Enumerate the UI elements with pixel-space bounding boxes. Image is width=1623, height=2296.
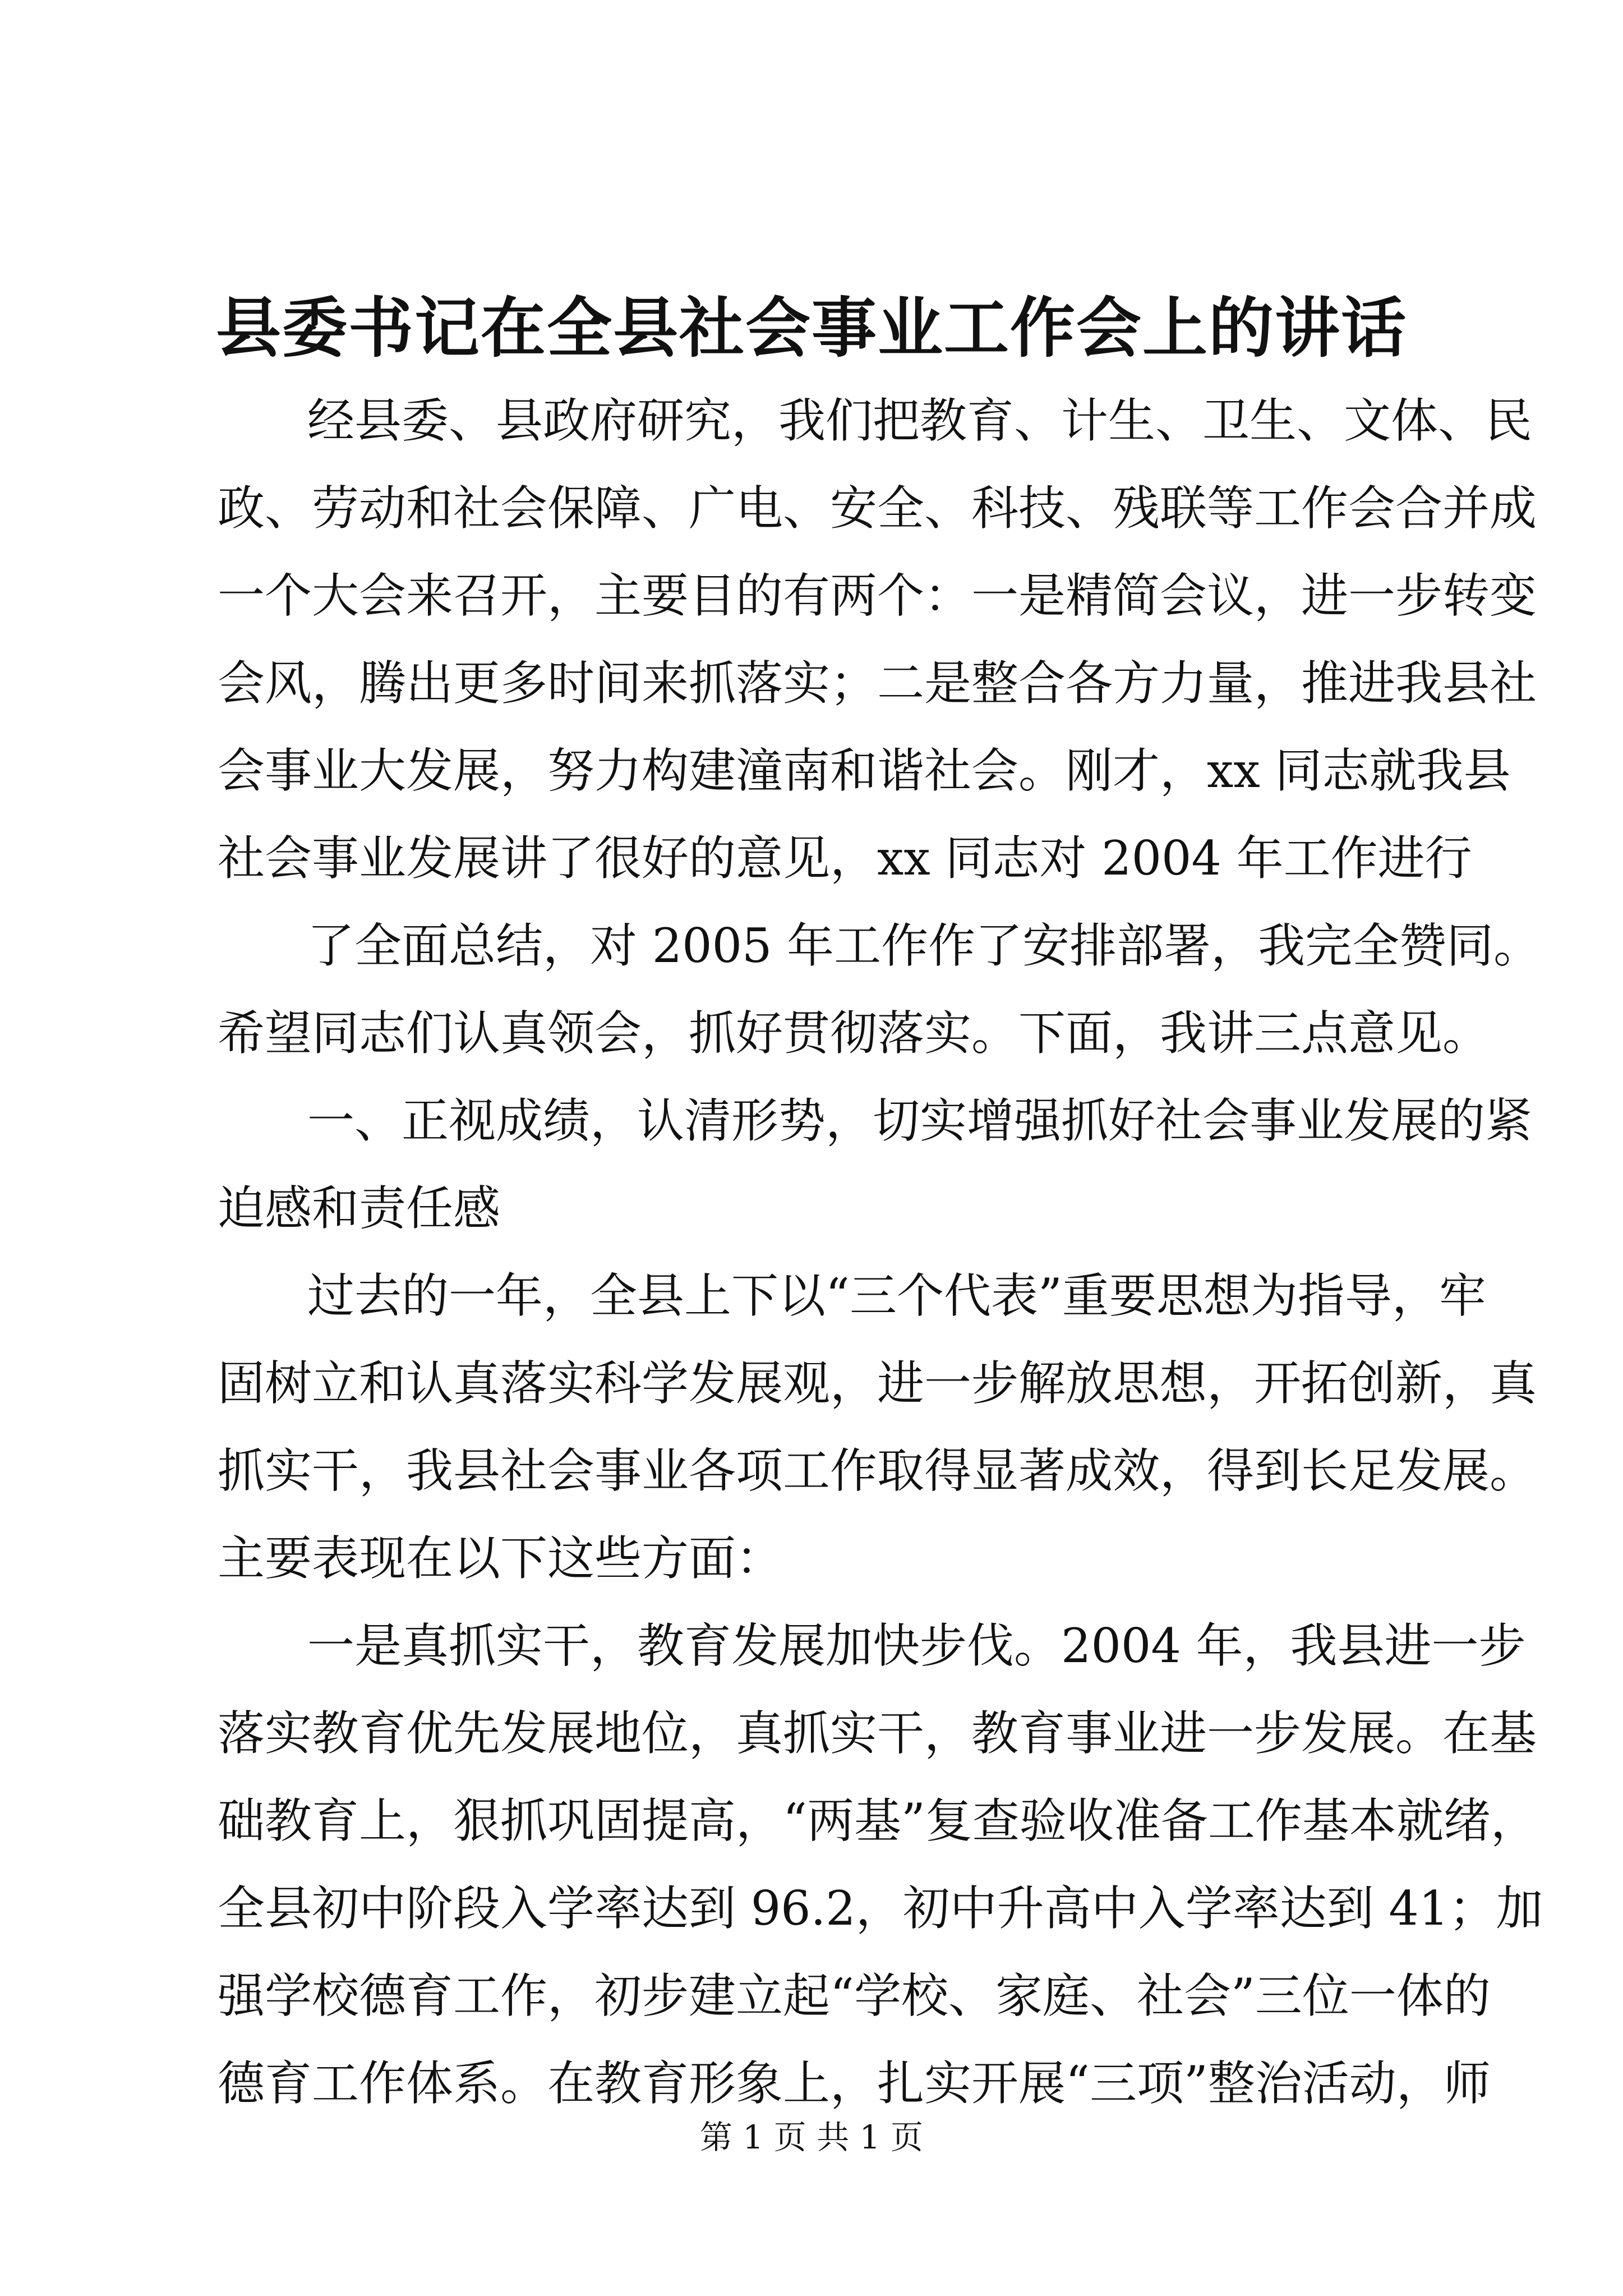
body-line-20: 德育工作体系。在教育形象上，扎实开展“三项”整治活动，师 [218,2056,1491,2111]
body-line-2: 政、劳动和社会保障、广电、安全、科技、残联等工作会合并成 [218,481,1537,536]
body-line-15: 一是真抓实干，教育发展加快步伐。2004 年，我县进一步 [307,1618,1526,1673]
body-line-17: 础教育上，狠抓巩固提高，“两基”复查验收准备工作基本就绪， [218,1793,1538,1848]
body-line-19: 强学校德育工作，初步建立起“学校、家庭、社会”三位一体的 [218,1968,1491,2023]
body-line-3: 一个大会来召开，主要目的有两个：一是精简会议，进一步转变 [218,568,1537,623]
body-line-14: 主要表现在以下这些方面： [218,1531,783,1586]
section-heading-1-line-2: 迫感和责任感 [218,1181,501,1236]
body-line-12: 固树立和认真落实科学发展观，进一步解放思想，开拓创新，真 [218,1356,1537,1411]
body-line-1: 经县委、县政府研究，我们把教育、计生、卫生、文体、民 [307,393,1533,448]
body-line-18: 全县初中阶段入学率达到 96.2，初中升高中入学率达到 41；加 [218,1881,1543,1936]
body-line-8: 希望同志们认真领会，抓好贯彻落实。下面，我讲三点意见。 [218,1006,1490,1061]
body-line-6: 社会事业发展讲了很好的意见，xx 同志对 2004 年工作进行 [218,831,1472,886]
body-line-5: 会事业大发展，努力构建潼南和谐社会。刚才，xx 同志就我县 [218,743,1511,798]
body-line-11: 过去的一年，全县上下以“三个代表”重要思想为指导，牢 [307,1268,1486,1323]
body-line-7: 了全面总结，对 2005 年工作作了安排部署，我完全赞同。 [307,918,1541,973]
page-footer: 第 1 页 共 1 页 [700,2118,923,2156]
body-line-16: 落实教育优先发展地位，真抓实干，教育事业进一步发展。在基 [218,1706,1537,1761]
body-line-13: 抓实干，我县社会事业各项工作取得显著成效，得到长足发展。 [218,1443,1537,1498]
body-line-4: 会风，腾出更多时间来抓落实；二是整合各方力量，推进我县社 [218,656,1537,711]
document-title: 县委书记在全县社会事业工作会上的讲话 [216,290,1407,366]
section-heading-1-line-1: 一、正视成绩，认清形势，切实增强抓好社会事业发展的紧 [307,1093,1533,1148]
